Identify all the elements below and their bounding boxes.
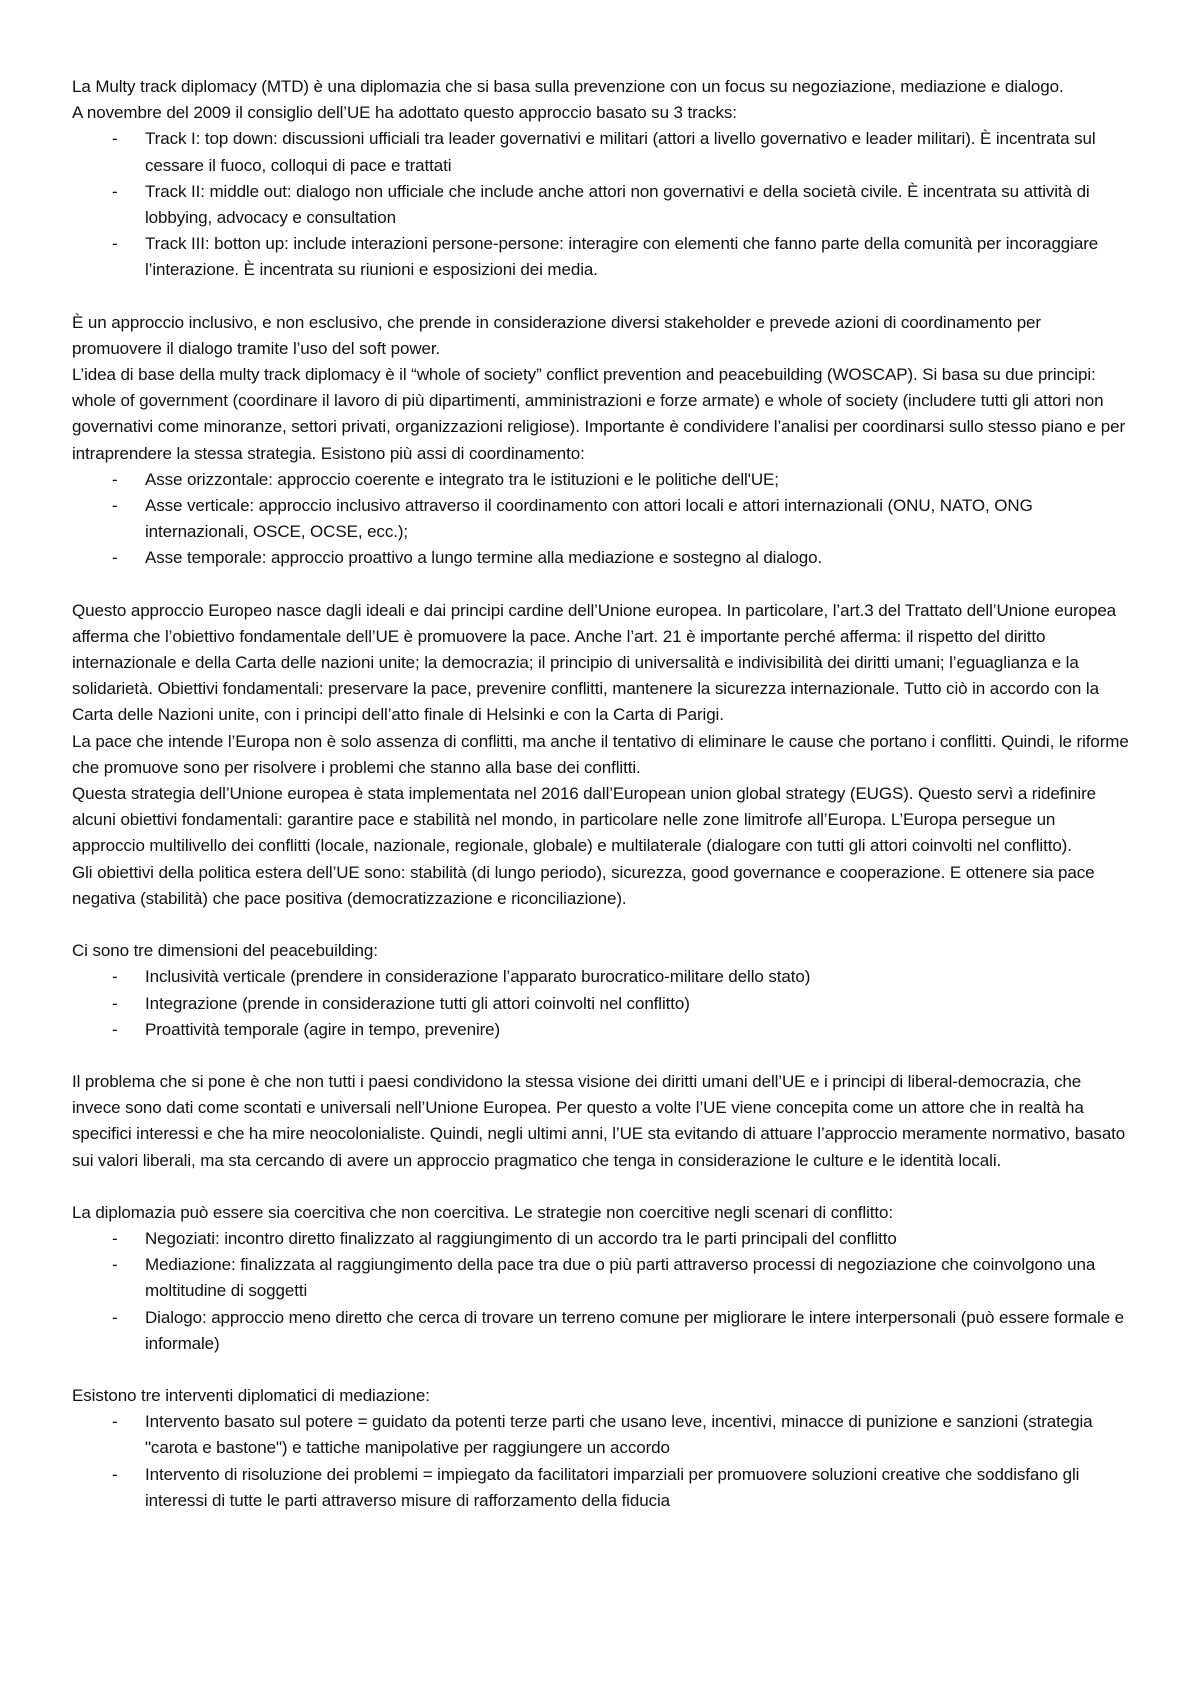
paragraph: La pace che intende l’Europa non è solo assenza di conflitti, ma anche il tentativo di eliminare le cause che portano i conflitti. Quindi, le riforme che promuove sono per risolvere i problemi che stanno alla base dei conflitti. xyxy=(72,731,1129,777)
list-item xyxy=(72,126,1132,178)
list-item-text: Mediazione: finalizzata al raggiungimento della pace tra due o più parti attraverso processi di negoziazione che coinvolgono una moltitudine di soggetti xyxy=(145,1255,1096,1301)
paragraph: Questa strategia dell’Unione europea è stata implementata nel 2016 dall’European union global strategy (EUGS). Questo servì a ridefinire alcuni obiettivi fondamentali: garantire pace e stabilità nel mondo, in particolare nelle zone limitrofe all’Europa. L’Europa persegue un approccio multilivello dei conflitti (locale, nazionale, regionale, globale) e multilaterale (dialogare con tutti gli attori coinvolti nel conflitto). xyxy=(72,784,1096,856)
dash-bullet-icon: - xyxy=(112,548,118,568)
paragraph: Esistono tre interventi diplomatici di mediazione: xyxy=(72,1385,430,1405)
list-item-text: Track II: middle out: dialogo non ufficiale che include anche attori non governativi e della società civile. È incentrata su attività di lobbying, advocacy e consultation xyxy=(145,181,1090,228)
paragraph-spacer xyxy=(72,1357,1132,1383)
list-item xyxy=(72,1017,1132,1043)
paragraph: È un approccio inclusivo, e non esclusivo, che prende in considerazione diversi stakeholder e prevede azioni di coordinamento per promuovere il dialogo tramite l’uso del soft power. xyxy=(72,312,1041,358)
dash-bullet-icon: - xyxy=(112,1228,118,1248)
paragraph: Gli obiettivi della politica estera dell’UE sono: stabilità (di lungo periodo), sicurezza, good governance e cooperazione. E ottenere sia pace negativa (stabilità) che pace positiva (democratizzazione e riconciliazione). xyxy=(72,862,1095,908)
dash-list xyxy=(72,467,1132,572)
paragraph: Ci sono tre dimensioni del peacebuilding: xyxy=(72,941,378,961)
list-item-text: Asse temporale: approccio proattivo a lungo termine alla mediazione e sostegno al dialogo. xyxy=(145,548,823,568)
dash-bullet-icon: - xyxy=(112,181,118,201)
list-item-text: Asse orizzontale: approccio coerente e integrato tra le istituzioni e le politiche dell'UE; xyxy=(145,469,779,489)
paragraph: La Multy track diplomacy (MTD) è una diplomazia che si basa sulla prevenzione con un focus su negoziazione, mediazione e dialogo. xyxy=(72,77,1064,96)
dash-bullet-icon: - xyxy=(112,1307,118,1327)
list-item-text: Asse verticale: approccio inclusivo attraverso il coordinamento con attori locali e attori internazionali (ONU, NATO, ONG internazionali, OSCE, OCSE, ecc.); xyxy=(145,496,1033,542)
dash-bullet-icon: - xyxy=(112,129,118,149)
document-page xyxy=(72,74,1132,1514)
dash-list xyxy=(72,964,1132,1043)
dash-bullet-icon: - xyxy=(112,496,118,516)
list-item xyxy=(72,1226,1132,1252)
list-item xyxy=(72,545,1132,571)
list-item-text: Dialogo: approccio meno diretto che cerca di trovare un terreno comune per migliorare le intere interpersonali (può essere formale e informale) xyxy=(145,1307,1124,1353)
paragraph-spacer xyxy=(72,572,1132,598)
dash-bullet-icon: - xyxy=(112,1412,118,1432)
dash-bullet-icon: - xyxy=(112,469,118,489)
list-item-text: Track III: botton up: include interazioni persone-persone: interagire con elementi che fanno parte della comunità per incoraggiare l’interazione. È incentrata su riunioni e esposizioni dei media. xyxy=(145,234,1099,280)
list-item xyxy=(72,1305,1132,1357)
paragraph: Il problema che si pone è che non tutti i paesi condividono la stessa visione dei diritti umani dell’UE e i principi di liberal-democrazia, che invece sono dati come scontati e universali nell’Unione Europea. Per questo a volte l’UE viene concepita come un attore che in realtà ha specifici interessi e che ha mire neocolonialiste. Quindi, negli ultimi anni, l’UE sta evitando di attuare l’approccio meramente normativo, basato sui valori liberali, ma sta cercando di avere un approccio pragmatico che tenga in considerazione le culture e le identità locali. xyxy=(72,1071,1126,1170)
list-item xyxy=(72,1409,1132,1461)
list-item-text: Inclusività verticale (prendere in considerazione l’apparato burocratico-militare dello stato) xyxy=(145,967,811,987)
list-item xyxy=(72,991,1132,1017)
dash-list xyxy=(72,1409,1132,1514)
list-item-text: Track I: top down: discussioni ufficiali tra leader governativi e militari (attori a livello governativo e leader militari). È incentrata sul cessare il fuoco, colloqui di pace e trattati xyxy=(145,129,1096,175)
list-item-text: Proattività temporale (agire in tempo, prevenire) xyxy=(145,1019,501,1039)
dash-bullet-icon: - xyxy=(112,993,118,1013)
paragraph-spacer xyxy=(72,1174,1132,1200)
list-item xyxy=(72,964,1132,990)
dash-bullet-icon: - xyxy=(112,967,118,987)
list-item-text: Negoziati: incontro diretto finalizzato al raggiungimento di un accordo tra le parti principali del conflitto xyxy=(145,1228,897,1248)
paragraph: L’idea di base della multy track diplomacy è il “whole of society” conflict prevention and peacebuilding (WOSCAP). Si basa su due principi: whole of government (coordinare il lavoro di più dipartimenti, amministrazioni e forze armate) e whole of society (includere tutti gli attori non governativi come minoranze, settori privati, organizzazioni religiose). Importante è condividere l’analisi per coordinarsi sullo stesso piano e per intraprendere la stessa strategia. Esistono più assi di coordinamento: xyxy=(72,365,1126,463)
list-item xyxy=(72,179,1132,231)
list-item xyxy=(72,467,1132,493)
list-item xyxy=(72,1252,1132,1304)
paragraph: La diplomazia può essere sia coercitiva che non coercitiva. Le strategie non coercitive negli scenari di conflitto: xyxy=(72,1202,894,1222)
list-item-text: Integrazione (prende in considerazione tutti gli attori coinvolti nel conflitto) xyxy=(145,993,690,1013)
dash-list xyxy=(72,1226,1132,1357)
list-item xyxy=(72,231,1132,283)
list-item xyxy=(72,493,1132,545)
list-item xyxy=(72,1462,1132,1514)
list-item-text: Intervento basato sul potere = guidato da potenti terze parti che usano leve, incentivi, minacce di punizione e sanzioni (strategia "carota e bastone") e tattiche manipolative per raggiungere un accordo xyxy=(145,1412,1093,1458)
dash-list xyxy=(72,126,1132,283)
dash-bullet-icon: - xyxy=(112,1464,118,1484)
paragraph-spacer xyxy=(72,284,1132,310)
paragraph: A novembre del 2009 il consiglio dell’UE ha adottato questo approccio basato su 3 tracks: xyxy=(72,103,737,123)
paragraph-spacer xyxy=(72,1043,1132,1069)
dash-bullet-icon: - xyxy=(112,1019,118,1039)
paragraph: Questo approccio Europeo nasce dagli ideali e dai principi cardine dell’Unione europea. In particolare, l’art.3 del Trattato dell’Unione europea afferma che l’obiettivo fondamentale dell’UE è promuovere la pace. Anche l’art. 21 è importante perché afferma: il rispetto del diritto internazionale e della Carta delle nazioni unite; la democrazia; il principio di universalità e indivisibilità dei diritti umani; l’eguaglianza e la solidarietà. Obiettivi fondamentali: preservare la pace, prevenire conflitti, mantenere la sicurezza internazionale. Tutto ciò in accordo con la Carta delle Nazioni unite, con i principi dell’atto finale di Helsinki e con la Carta di Parigi. xyxy=(72,600,1117,725)
dash-bullet-icon: - xyxy=(112,234,118,254)
list-item-text: Intervento di risoluzione dei problemi = impiegato da facilitatori imparziali per promuovere soluzioni creative che soddisfano gli interessi di tutte le parti attraverso misure di rafforzamento della fiducia xyxy=(145,1464,1080,1510)
dash-bullet-icon: - xyxy=(112,1255,118,1275)
paragraph-spacer xyxy=(72,912,1132,938)
